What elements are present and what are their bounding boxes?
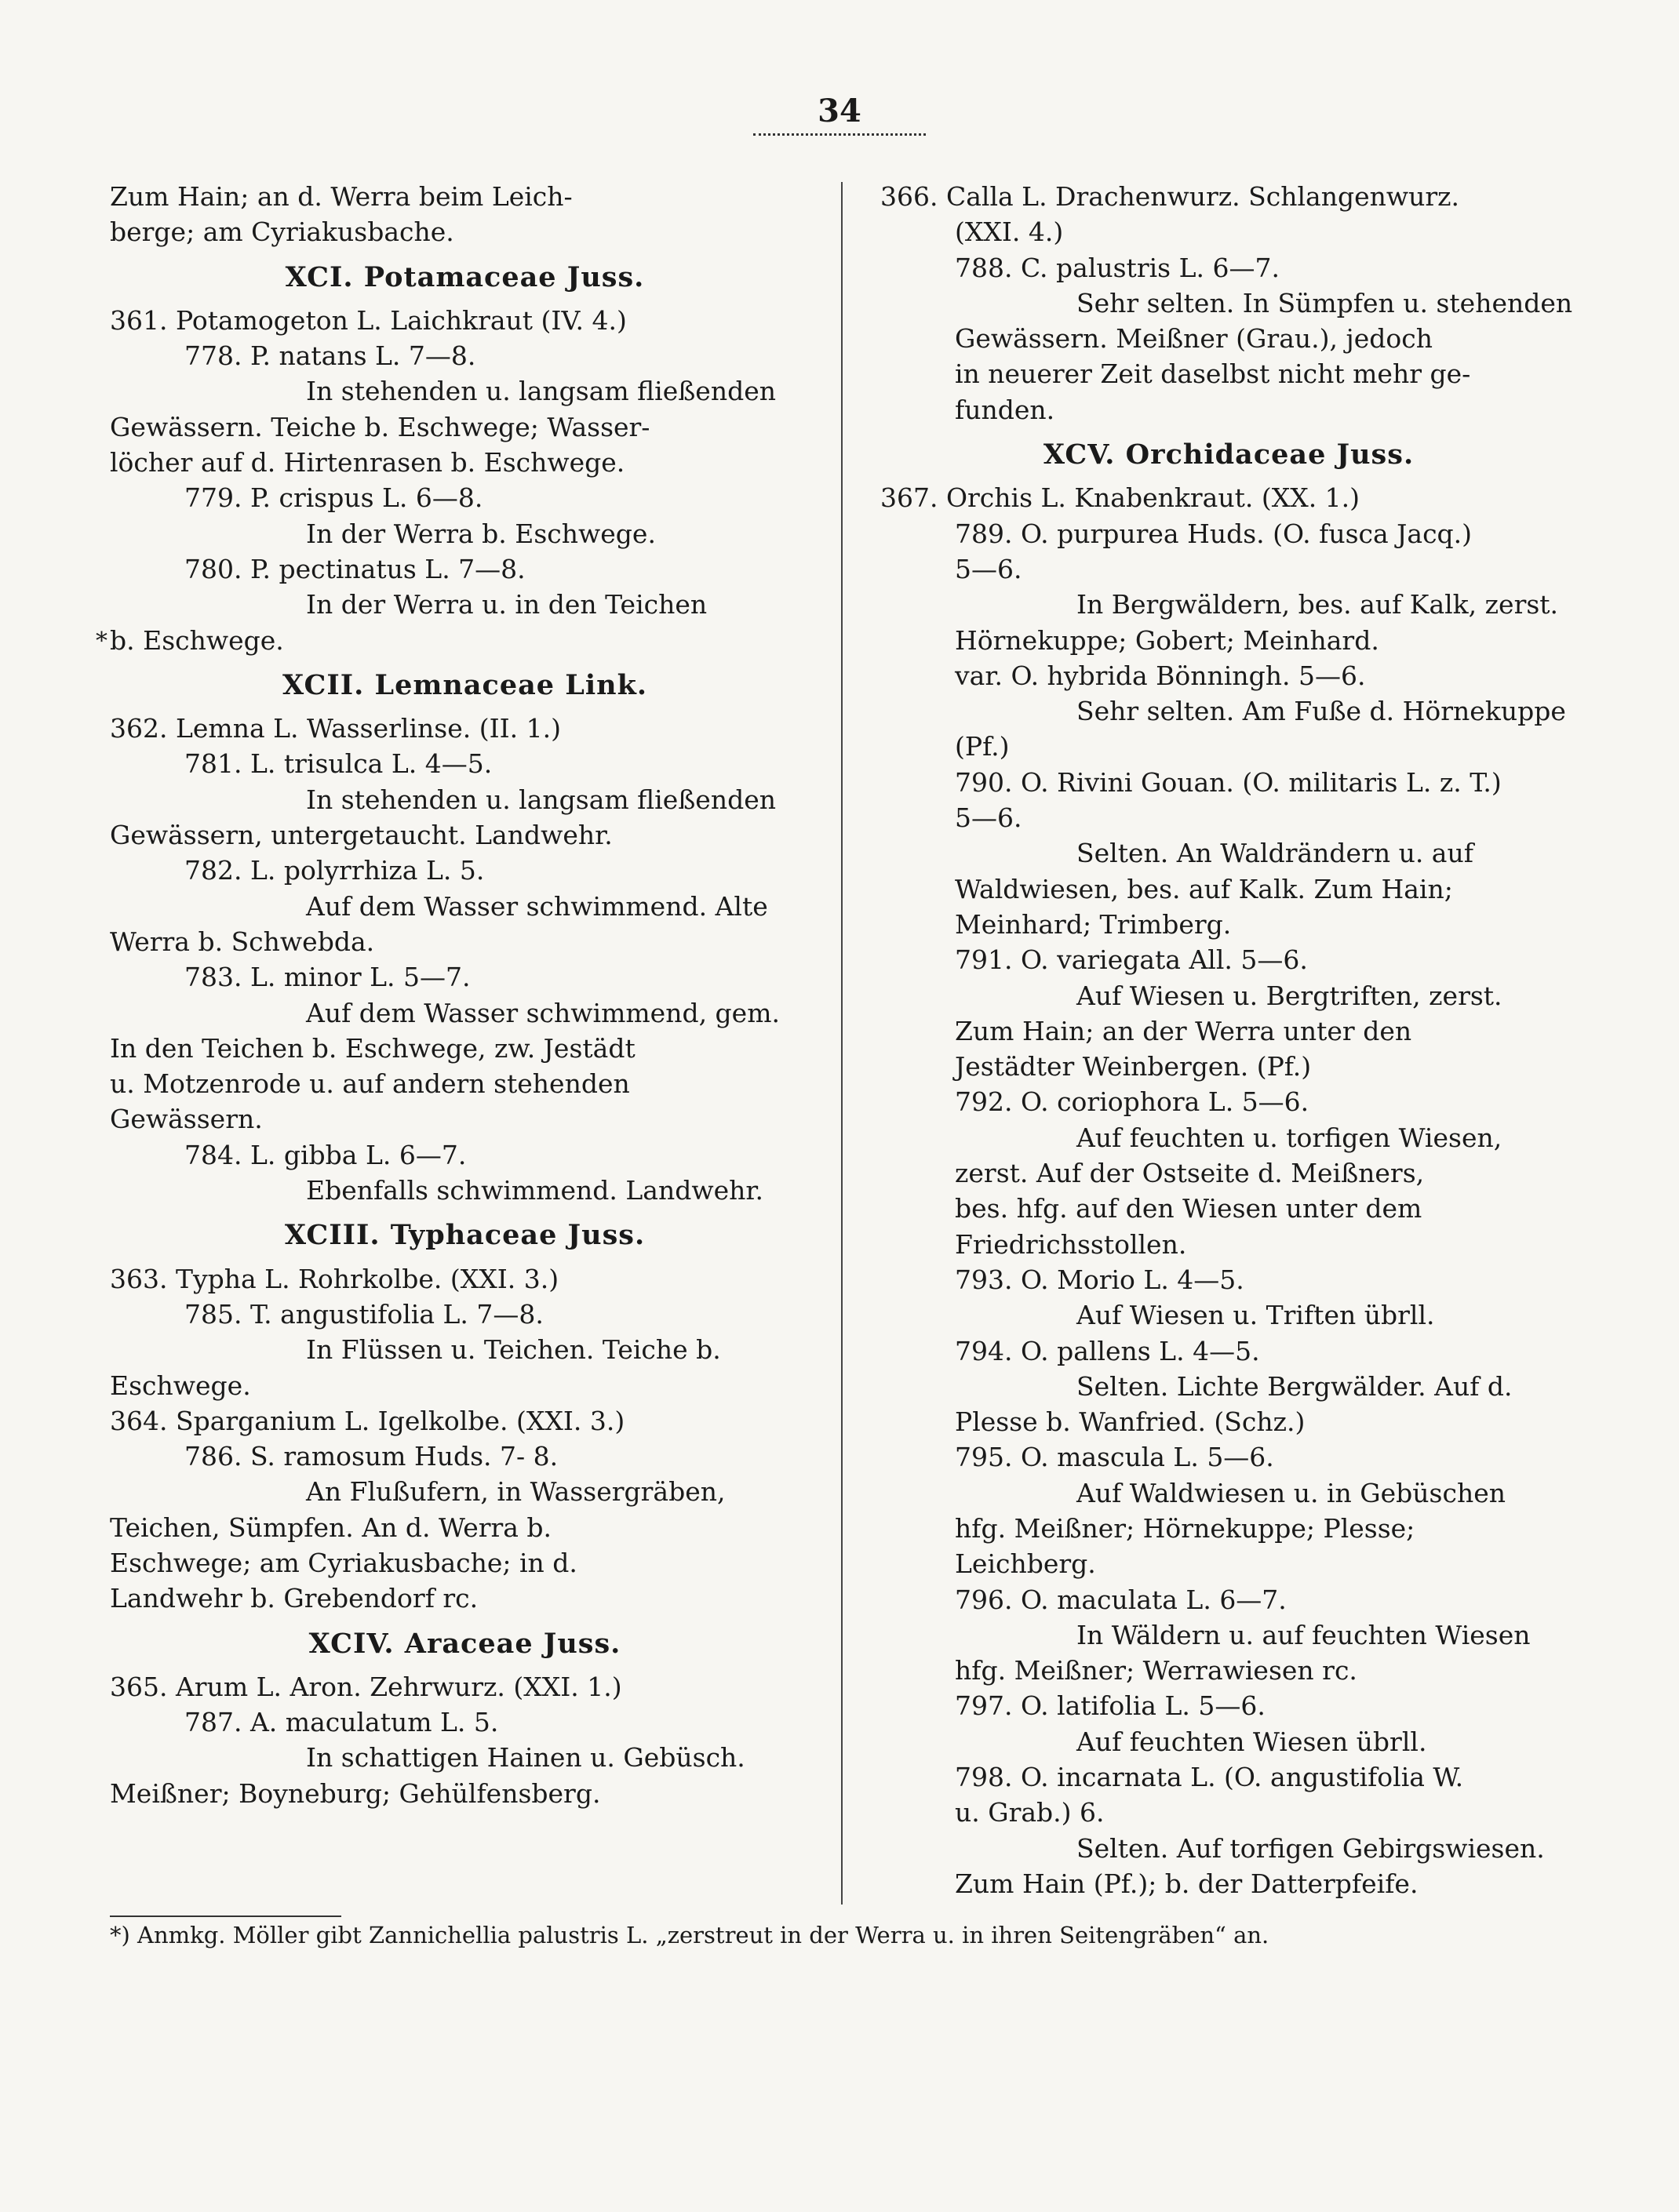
text-line: Auf Waldwiesen u. in Gebüschen [1076,1477,1506,1508]
text-line: In stehenden u. langsam fließenden [306,376,776,407]
section-heading: XCV. Orchidaceae Juss. [1043,438,1415,471]
text-line: Zum Hain (Pf.); b. der Datterpfeife. [955,1868,1419,1899]
left-column [96,179,820,1811]
footnote-rule [110,1915,341,1917]
text-line: berge; am Cyriakusbache. [110,216,454,248]
section-heading: XCII. Lemnaceae Link. [282,668,648,701]
text-line: 786. S. ramosum Huds. 7- 8. [184,1441,559,1472]
text-line: löcher auf d. Hirtenrasen b. Eschwege. [110,447,625,478]
section-heading: XCI. Potamaceae Juss. [285,260,645,293]
text-line: 361. Potamogeton L. Laichkraut (IV. 4.) [110,304,627,336]
text-line: 796. O. maculata L. 6—7. [955,1584,1287,1615]
text-line: 784. L. gibba L. 6—7. [184,1139,467,1170]
text-line: (Pf.) [955,731,1010,762]
text-line: 797. O. latifolia L. 5—6. [955,1690,1266,1722]
text-line: u. Grab.) 6. [955,1797,1105,1828]
text-line: Eschwege. [110,1370,251,1401]
text-line: An Flußufern, in Wassergräben, [306,1476,726,1508]
text-line: var. O. hybrida Bönningh. 5—6. [955,660,1366,691]
text-line: Plesse b. Wanfried. (Schz.) [955,1406,1306,1438]
text-line: 779. P. crispus L. 6—8. [184,482,483,514]
text-line: Selten. Auf torfigen Gebirgswiesen. [1076,1832,1545,1864]
text-line: 367. Orchis L. Knabenkraut. (XX. 1.) [880,482,1360,514]
text-line: 783. L. minor L. 5—7. [184,962,471,993]
text-line: In der Werra u. in den Teichen [306,589,708,620]
text-line: 792. O. coriophora L. 5—6. [955,1086,1309,1118]
text-line: 782. L. polyrrhiza L. 5. [184,855,485,886]
text-line: Meißner; Boyneburg; Gehülfensberg. [110,1777,601,1809]
text-line: Sehr selten. Am Fuße d. Hörnekuppe [1076,696,1566,727]
text-line: In Flüssen u. Teichen. Teiche b. [306,1334,721,1366]
text-line: b. Eschwege. [110,624,284,656]
text-line: Teichen, Sümpfen. An d. Werra b. [110,1512,552,1543]
text-line: Auf dem Wasser schwimmend, gem. [306,997,780,1028]
text-line: Selten. An Waldrändern u. auf [1076,838,1473,869]
text-line: Friedrichsstollen. [955,1228,1187,1260]
text-line: 5—6. [955,802,1022,834]
text-line: Auf feuchten u. torfigen Wiesen, [1076,1122,1502,1153]
text-line: In Wäldern u. auf feuchten Wiesen [1076,1619,1531,1650]
text-line: 365. Arum L. Aron. Zehrwurz. (XXI. 1.) [110,1671,622,1702]
text-line: 778. P. natans L. 7—8. [184,340,476,372]
text-line: 780. P. pectinatus L. 7—8. [184,553,526,584]
text-line: 791. O. variegata All. 5—6. [955,944,1308,976]
text-line: Gewässern, untergetaucht. Landwehr. [110,820,613,851]
text-line: Gewässern. Teiche b. Eschwege; Wasser- [110,411,650,442]
text-line: 363. Typha L. Rohrkolbe. (XXI. 3.) [110,1263,559,1294]
text-line: Waldwiesen, bes. auf Kalk. Zum Hain; [955,873,1453,904]
text-line: 795. O. mascula L. 5—6. [955,1442,1274,1473]
footnote: *) Anmkg. Möller gibt Zannichellia palustris L. „zerstreut in der Werra u. in ihren Seitengräben“ an. [110,1922,1269,1948]
text-line: 793. O. Morio L. 4—5. [955,1264,1244,1295]
text-line: Auf Wiesen u. Bergtriften, zerst. [1076,980,1502,1011]
text-line: Ebenfalls schwimmend. Landwehr. [306,1175,763,1206]
text-line: Sehr selten. In Sümpfen u. stehenden [1076,287,1573,318]
text-line: Zum Hain; an d. Werra beim Leich- [110,181,573,212]
text-line: Selten. Lichte Bergwälder. Auf d. [1076,1370,1513,1402]
text-line: Zum Hain; an der Werra unter den [955,1015,1412,1046]
right-column [880,179,1577,1901]
text-line: 790. O. Rivini Gouan. (O. militaris L. z. T.) [955,766,1502,798]
text-line: In den Teichen b. Eschwege, zw. Jestädt [110,1032,636,1064]
text-line: 5—6. [955,553,1022,584]
text-line: (XXI. 4.) [955,216,1064,248]
text-line: Gewässern. [110,1104,263,1135]
text-line: 787. A. maculatum L. 5. [184,1707,499,1738]
text-line: Auf Wiesen u. Triften übrll. [1076,1300,1435,1331]
text-line: 798. O. incarnata L. (O. angustifolia W. [955,1762,1464,1793]
text-line: 364. Sparganium L. Igelkolbe. (XXI. 3.) [110,1405,625,1436]
text-line: Gewässern. Meißner (Grau.), jedoch [955,323,1433,355]
text-line: hfg. Meißner; Hörnekuppe; Plesse; [955,1512,1415,1544]
text-line: In schattigen Hainen u. Gebüsch. [306,1742,745,1774]
text-line: hfg. Meißner; Werrawiesen rc. [955,1655,1357,1686]
text-line: In der Werra b. Eschwege. [306,518,656,549]
text-line: Auf feuchten Wiesen übrll. [1076,1726,1427,1757]
text-line: 788. C. palustris L. 6—7. [955,252,1280,283]
text-line: 789. O. purpurea Huds. (O. fusca Jacq.) [955,518,1473,549]
text-line: Jestädter Weinbergen. (Pf.) [955,1051,1312,1082]
text-line: Hörnekuppe; Gobert; Meinhard. [955,624,1379,656]
text-line: 362. Lemna L. Wasserlinse. (II. 1.) [110,713,562,744]
text-line: 785. T. angustifolia L. 7—8. [184,1298,544,1330]
text-line: Leichberg. [955,1548,1096,1580]
page-number-ornament [753,133,926,136]
text-line: Auf dem Wasser schwimmend. Alte [306,890,768,922]
text-line: Meinhard; Trimberg. [955,908,1232,940]
text-line: Werra b. Schwebda. [110,926,375,957]
text-line: In stehenden u. langsam fließenden [306,784,776,815]
text-line: in neuerer Zeit daselbst nicht mehr ge- [955,358,1471,390]
text-line: zerst. Auf der Ostseite d. Meißners, [955,1158,1425,1189]
text-line: Eschwege; am Cyriakusbache; in d. [110,1547,577,1578]
text-line: bes. hfg. auf den Wiesen unter dem [955,1193,1422,1224]
section-heading: XCIV. Araceae Juss. [308,1627,621,1660]
text-line: Landwehr b. Grebendorf rc. [110,1583,479,1614]
text-line: 794. O. pallens L. 4—5. [955,1335,1260,1366]
footnote-marker: * [96,627,107,655]
text-line: 781. L. trisulca L. 4—5. [184,748,493,780]
text-line: In Bergwäldern, bes. auf Kalk, zerst. [1076,589,1559,620]
text-line: 366. Calla L. Drachenwurz. Schlangenwurz. [880,181,1460,212]
page-number: 34 [818,93,861,129]
text-line: u. Motzenrode u. auf andern stehenden [110,1068,630,1100]
section-heading: XCIII. Typhaceae Juss. [284,1219,646,1252]
column-divider [841,182,843,1905]
text-line: funden. [955,394,1055,425]
